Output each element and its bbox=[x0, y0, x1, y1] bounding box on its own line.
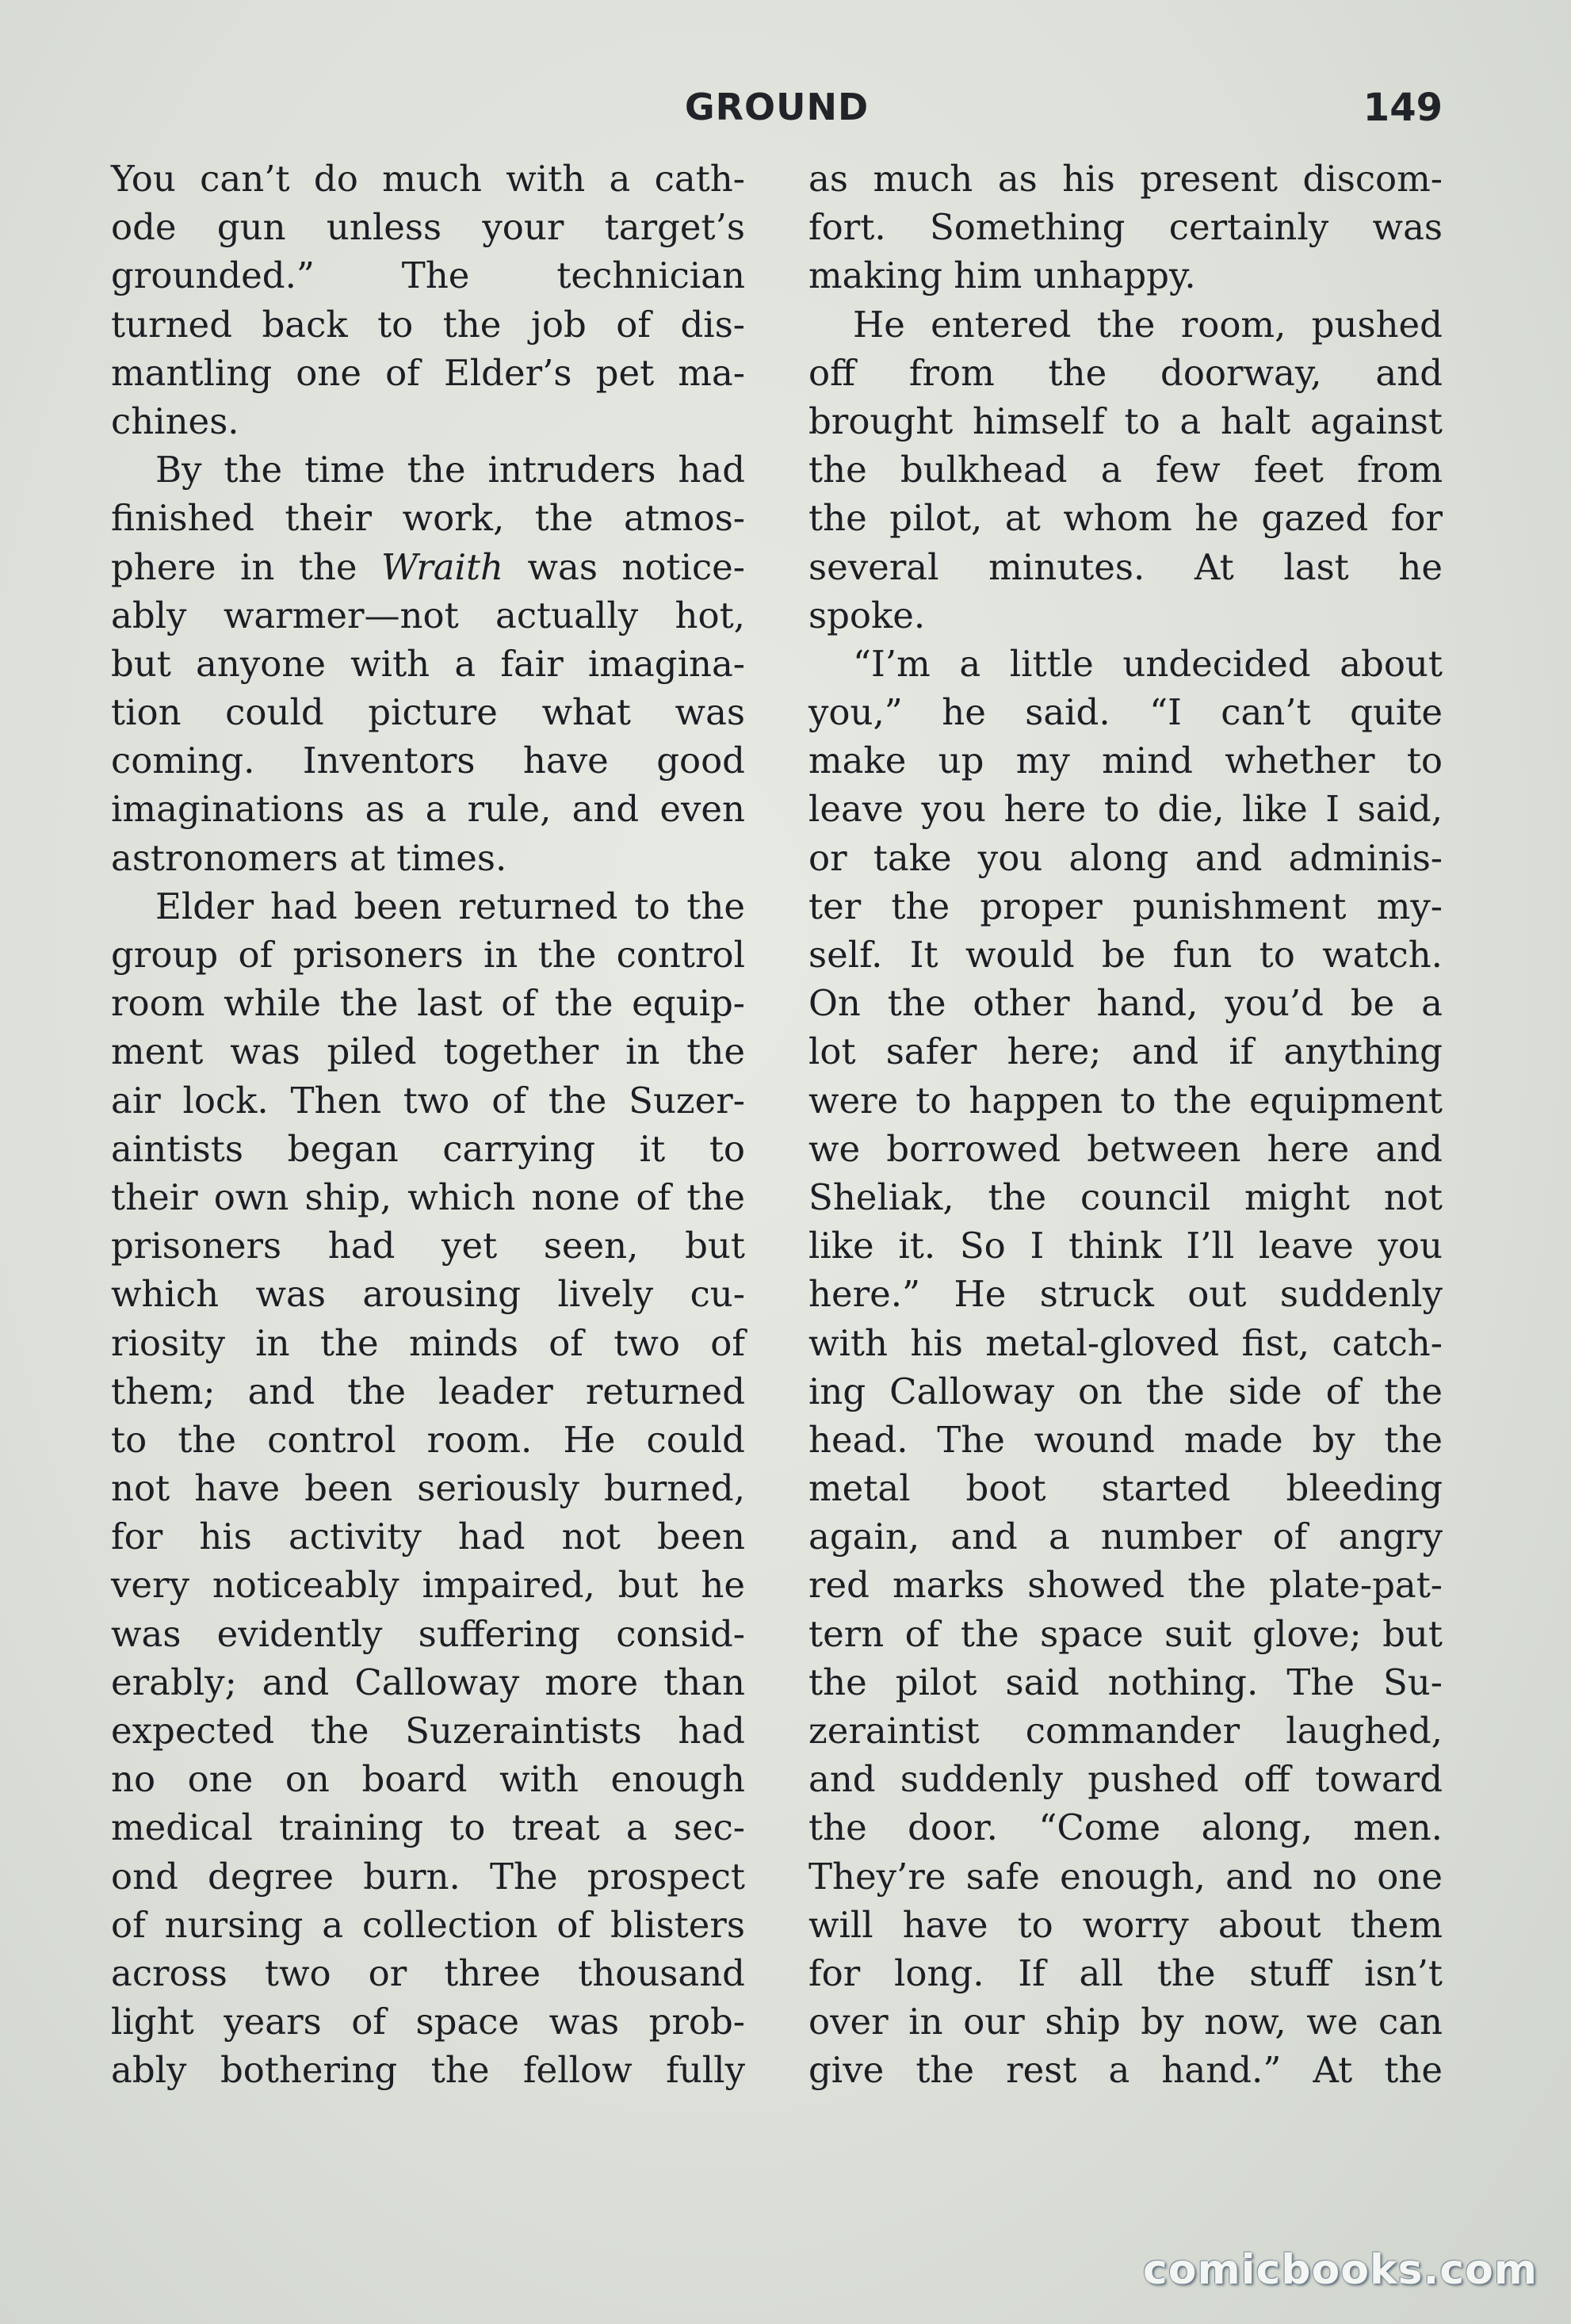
text-line: He entered the room, pushed bbox=[853, 303, 1443, 346]
text-line: we borrowed between here and bbox=[808, 1127, 1443, 1170]
running-head: GROUND bbox=[684, 86, 870, 128]
text-line: aintists began carrying it to bbox=[111, 1127, 745, 1170]
text-line: lot safer here; and if anything bbox=[808, 1030, 1443, 1073]
text-line: light years of space was prob- bbox=[111, 2001, 745, 2043]
text-line: ter the proper punishment my- bbox=[808, 885, 1443, 927]
text-line: erably; and Calloway more than bbox=[111, 1661, 745, 1703]
text-line: over in our ship by now, we can bbox=[808, 2001, 1443, 2043]
text-line: making him unhappy. bbox=[808, 254, 1196, 297]
text-line: ode gun unless your target’s bbox=[111, 206, 745, 249]
text-line: ing Calloway on the side of the bbox=[808, 1370, 1443, 1412]
text-line: astronomers at times. bbox=[111, 836, 507, 879]
paragraph bbox=[808, 300, 1443, 640]
text-line: prisoners had yet seen, but bbox=[111, 1225, 745, 1267]
text-line: for his activity had not been bbox=[111, 1516, 745, 1558]
text-line: riosity in the minds of two of bbox=[111, 1321, 745, 1364]
text-line: On the other hand, you’d be a bbox=[808, 982, 1443, 1025]
text-line: finished their work, the atmos- bbox=[111, 497, 745, 540]
text-line: medical training to treat a sec- bbox=[111, 1806, 745, 1849]
text-line: brought himself to a halt against bbox=[808, 399, 1443, 442]
text-line: them; and the leader returned bbox=[111, 1370, 745, 1412]
text-line: like it. So I think I’ll leave you bbox=[808, 1225, 1443, 1267]
text-line: chines. bbox=[111, 399, 239, 442]
text-line: was evidently suffering consid- bbox=[111, 1612, 745, 1655]
page-header bbox=[111, 86, 1443, 141]
text-line: with his metal-gloved fist, catch- bbox=[808, 1321, 1443, 1364]
text-line: Sheliak, the council might not bbox=[808, 1175, 1443, 1218]
text-line: across two or three thousand bbox=[111, 1951, 745, 1994]
text-line: as much as his present discom- bbox=[808, 158, 1443, 200]
text-line: red marks showed the plate-pat- bbox=[808, 1564, 1443, 1607]
text-line: here.” He struck out suddenly bbox=[808, 1273, 1443, 1316]
text-line: the bulkhead a few feet from bbox=[808, 449, 1443, 491]
text-line: Elder had been returned to the bbox=[155, 885, 745, 927]
text-line: turned back to the job of dis- bbox=[111, 303, 745, 346]
paragraph bbox=[808, 640, 1443, 2095]
text-line: tion could picture what was bbox=[111, 691, 745, 734]
text-line: several minutes. At last he bbox=[808, 545, 1443, 588]
left-text-column bbox=[111, 155, 745, 2095]
paragraph bbox=[111, 445, 745, 882]
text-line: for long. If all the stuff isn’t bbox=[808, 1951, 1443, 1994]
text-line: to the control room. He could bbox=[111, 1418, 745, 1461]
text-line: head. The wound made by the bbox=[808, 1418, 1443, 1461]
text-line: not have been seriously burned, bbox=[111, 1467, 745, 1510]
text-line: expected the Suzeraintists had bbox=[111, 1710, 745, 1752]
watermark: comicbooks.com bbox=[1142, 2246, 1538, 2294]
paragraph bbox=[111, 155, 745, 445]
text-line: you,” he said. “I can’t quite bbox=[808, 691, 1443, 734]
text-line: but anyone with a fair imagina- bbox=[111, 642, 745, 685]
text-line: and suddenly pushed off toward bbox=[808, 1758, 1443, 1801]
text-line: were to happen to the equipment bbox=[808, 1079, 1443, 1122]
page-number: 149 bbox=[1363, 86, 1443, 130]
text-line: zeraintist commander laughed, bbox=[808, 1710, 1443, 1752]
text-line: very noticeably impaired, but he bbox=[111, 1564, 745, 1607]
text-line: make up my mind whether to bbox=[808, 740, 1443, 782]
text-line: ond degree burn. The prospect bbox=[111, 1855, 745, 1898]
text-line: off from the doorway, and bbox=[808, 351, 1443, 394]
text-line: air lock. Then two of the Suzer- bbox=[111, 1079, 745, 1122]
text-line: imaginations as a rule, and even bbox=[111, 788, 745, 831]
text-line: metal boot started bleeding bbox=[808, 1467, 1443, 1510]
text-line: which was arousing lively cu- bbox=[111, 1273, 745, 1316]
text-line: tern of the space suit glove; but bbox=[808, 1612, 1443, 1655]
text-line: self. It would be fun to watch. bbox=[808, 934, 1443, 976]
text-line: ably warmer—not actually hot, bbox=[111, 594, 745, 636]
text-line: their own ship, which none of the bbox=[111, 1175, 745, 1218]
text-line: fort. Something certainly was bbox=[808, 206, 1443, 249]
right-text-column bbox=[808, 155, 1443, 2095]
text-line: of nursing a collection of blisters bbox=[111, 1903, 745, 1946]
text-line: the pilot said nothing. The Su- bbox=[808, 1661, 1443, 1703]
paragraph bbox=[808, 155, 1443, 300]
text-line: will have to worry about them bbox=[808, 1903, 1443, 1946]
text-line: leave you here to die, like I said, bbox=[808, 788, 1443, 831]
text-line: or take you along and adminis- bbox=[808, 836, 1443, 879]
text-line: “I’m a little undecided about bbox=[853, 642, 1443, 685]
text-line: again, and a number of angry bbox=[808, 1516, 1443, 1558]
text-line: They’re safe enough, and no one bbox=[808, 1855, 1443, 1898]
text-line: no one on board with enough bbox=[111, 1758, 745, 1801]
text-line: You can’t do much with a cath- bbox=[111, 158, 745, 200]
text-line: mantling one of Elder’s pet ma- bbox=[111, 351, 745, 394]
text-line: phere in the Wraith was notice- bbox=[111, 545, 745, 588]
text-line: give the rest a hand.” At the bbox=[808, 2049, 1443, 2092]
text-line: grounded.” The technician bbox=[111, 254, 745, 297]
text-line: By the time the intruders had bbox=[155, 449, 745, 491]
text-line: ment was piled together in the bbox=[111, 1030, 745, 1073]
text-line: the pilot, at whom he gazed for bbox=[808, 497, 1443, 540]
text-line: spoke. bbox=[808, 594, 926, 636]
text-line: room while the last of the equip- bbox=[111, 982, 745, 1025]
text-line: coming. Inventors have good bbox=[111, 740, 745, 782]
paragraph bbox=[111, 882, 745, 2095]
text-line: the door. “Come along, men. bbox=[808, 1806, 1443, 1849]
text-line: ably bothering the fellow fully bbox=[111, 2049, 745, 2092]
text-line: group of prisoners in the control bbox=[111, 934, 745, 976]
